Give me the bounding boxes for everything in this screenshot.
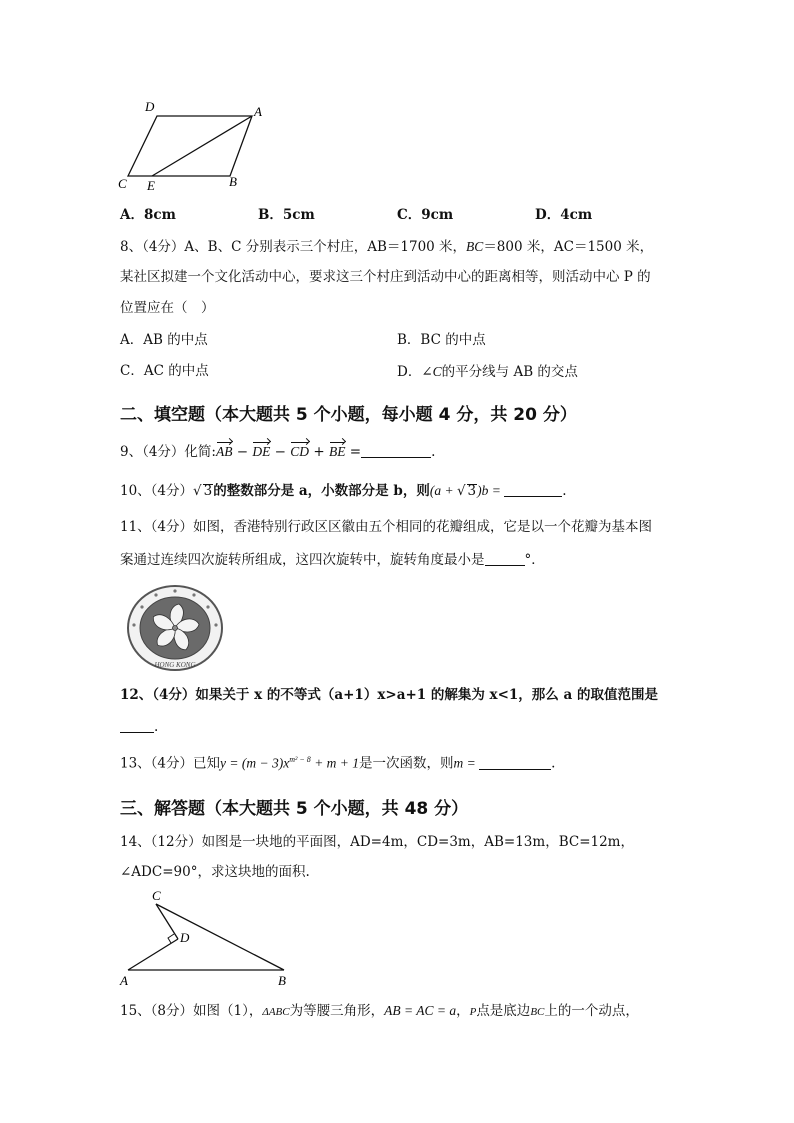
parallelogram-figure bbox=[112, 98, 272, 194]
label-b: B bbox=[278, 973, 286, 988]
q11-answer-blank[interactable] bbox=[485, 553, 525, 566]
q10-expr-a: (a + bbox=[429, 483, 457, 498]
q13-end: . bbox=[551, 755, 556, 772]
q7-option-b: B．5cm bbox=[258, 207, 315, 223]
q13 bbox=[120, 756, 555, 771]
label-d: D bbox=[180, 930, 190, 945]
q13-var: m = bbox=[453, 755, 480, 771]
q12-end: . bbox=[154, 719, 159, 735]
label-e: E bbox=[147, 178, 155, 193]
q15-t3: 点是底边 bbox=[476, 1003, 531, 1019]
parallelogram-shape bbox=[128, 116, 252, 176]
q9-vector-de: DE bbox=[252, 444, 271, 459]
label-c: C bbox=[152, 888, 161, 903]
emblem-text: HONG KONG bbox=[154, 661, 196, 669]
q10-sqrt-sign: √ bbox=[193, 483, 202, 499]
q10-sqrt-number-2: 3 bbox=[467, 483, 477, 499]
q10-text: 的整数部分是 a，小数部分是 b，则 bbox=[213, 483, 430, 499]
q8-line2: 某社区拟建一个文化活动中心，要求这三个村庄到活动中心的距离相等，则活动中心 P 的 bbox=[120, 269, 651, 285]
q7-option-a: A．8cm bbox=[120, 207, 176, 223]
q8-line1 bbox=[120, 240, 653, 255]
q13-eq-a: y = (m − 3)x bbox=[220, 755, 290, 771]
q8-option-d-suffix: 的平分线与 AB 的交点 bbox=[441, 364, 578, 380]
q9-answer-blank[interactable] bbox=[361, 445, 431, 458]
q12-line2 bbox=[120, 720, 158, 735]
q8-option-c: C．AC 的中点 bbox=[120, 363, 209, 379]
q15-point-p: P bbox=[469, 1006, 477, 1018]
q15-triangle: ΔABC bbox=[262, 1006, 290, 1018]
q9-suffix: = bbox=[345, 444, 362, 460]
q9-vector-be: BE bbox=[328, 444, 346, 459]
segment-ad bbox=[128, 939, 178, 970]
q8-option-a: A．AB 的中点 bbox=[120, 332, 208, 348]
label-c: C bbox=[118, 176, 127, 191]
q11-line2-end: °． bbox=[524, 552, 545, 568]
q9-vector-ab: AB bbox=[215, 444, 233, 459]
q15 bbox=[120, 1004, 639, 1019]
q13-answer-blank[interactable] bbox=[479, 757, 551, 770]
q9-op1: − bbox=[232, 444, 253, 460]
flower-center bbox=[173, 626, 178, 631]
q9-op2: − bbox=[270, 444, 291, 460]
segment-cb bbox=[156, 904, 284, 970]
q10-sqrt-sign-2: √ bbox=[456, 483, 466, 499]
q14-line1: 14、（12分）如图是一块地的平面图，AD=4m，CD=3m，AB=13m，BC=12m， bbox=[120, 834, 634, 850]
q15-bc: BC bbox=[530, 1006, 545, 1018]
q10 bbox=[120, 484, 567, 499]
q8-line3: 位置应在（ ） bbox=[120, 300, 215, 316]
q12-answer-blank[interactable] bbox=[120, 720, 154, 733]
q11-line1: 11、（4分）如图，香港特别行政区区徽由五个相同的花瓣组成，它是以一个花瓣为基本图 bbox=[120, 519, 653, 535]
section3-title: 三、解答题（本大题共 5 个小题，共 48 分） bbox=[120, 799, 469, 819]
q15-prefix: 15、（8分）如图（1）， bbox=[120, 1003, 263, 1019]
q9-prefix: 9、（4分）化简: bbox=[120, 444, 216, 460]
q11-line2-text: 案通过连续四次旋转所组成，这四次旋转中，旋转角度最小是 bbox=[120, 552, 485, 568]
q15-equation: AB = AC = a bbox=[384, 1003, 457, 1018]
quadrilateral-figure bbox=[118, 884, 298, 990]
q10-prefix: 10、（4分） bbox=[120, 483, 194, 499]
q8-option-d-prefix: D．∠ bbox=[397, 364, 433, 380]
q12-line1: 12、（4分）如果关于 x 的不等式（a+1）x>a+1 的解集为 x<1，那么 a 的取值范围是 bbox=[120, 687, 658, 703]
q9-end: . bbox=[431, 444, 436, 460]
q9 bbox=[120, 445, 435, 460]
label-d: D bbox=[145, 99, 155, 114]
segment-ae bbox=[152, 116, 252, 176]
q13-exponent: m² − 8 bbox=[289, 755, 311, 764]
q10-end: . bbox=[562, 483, 567, 499]
q7-option-c: C．9cm bbox=[397, 207, 454, 223]
q9-vector-cd: CD bbox=[290, 444, 310, 459]
q9-op3: + bbox=[309, 444, 329, 460]
q13-text: 是一次函数，则 bbox=[359, 755, 454, 772]
q8-line1-a: 8、（4分）A、B、C 分别表示三个村庄，AB＝1700 米， bbox=[120, 239, 467, 255]
q8-line1-b: ＝800 米，AC＝1500 米， bbox=[483, 239, 654, 255]
q10-answer-blank[interactable] bbox=[504, 484, 562, 497]
q10-expr-b: )b = bbox=[477, 483, 505, 498]
q13-prefix: 13、（4分）已知 bbox=[120, 755, 221, 772]
label-a: A bbox=[120, 973, 128, 988]
hong-kong-emblem bbox=[124, 583, 226, 673]
q8-option-d-var: C bbox=[432, 364, 442, 379]
q10-sqrt-number: 3 bbox=[203, 483, 213, 499]
q8-bc-var: BC bbox=[466, 239, 484, 254]
q15-t4: 上的一个动点， bbox=[544, 1003, 639, 1019]
label-b: B bbox=[229, 174, 237, 189]
q14-line2: ∠ADC=90°，求这块地的面积. bbox=[120, 864, 310, 880]
q8-option-b: B．BC 的中点 bbox=[397, 332, 486, 348]
q11-line2 bbox=[120, 553, 545, 568]
section2-title: 二、填空题（本大题共 5 个小题，每小题 4 分，共 20 分） bbox=[120, 405, 577, 425]
q15-t2: ， bbox=[456, 1003, 470, 1019]
q8-option-d bbox=[397, 365, 578, 380]
label-a: A bbox=[254, 104, 262, 119]
q15-t1: 为等腰三角形， bbox=[289, 1003, 385, 1019]
q7-option-d: D．4cm bbox=[535, 207, 593, 223]
q13-eq-b: + m + 1 bbox=[310, 755, 360, 771]
